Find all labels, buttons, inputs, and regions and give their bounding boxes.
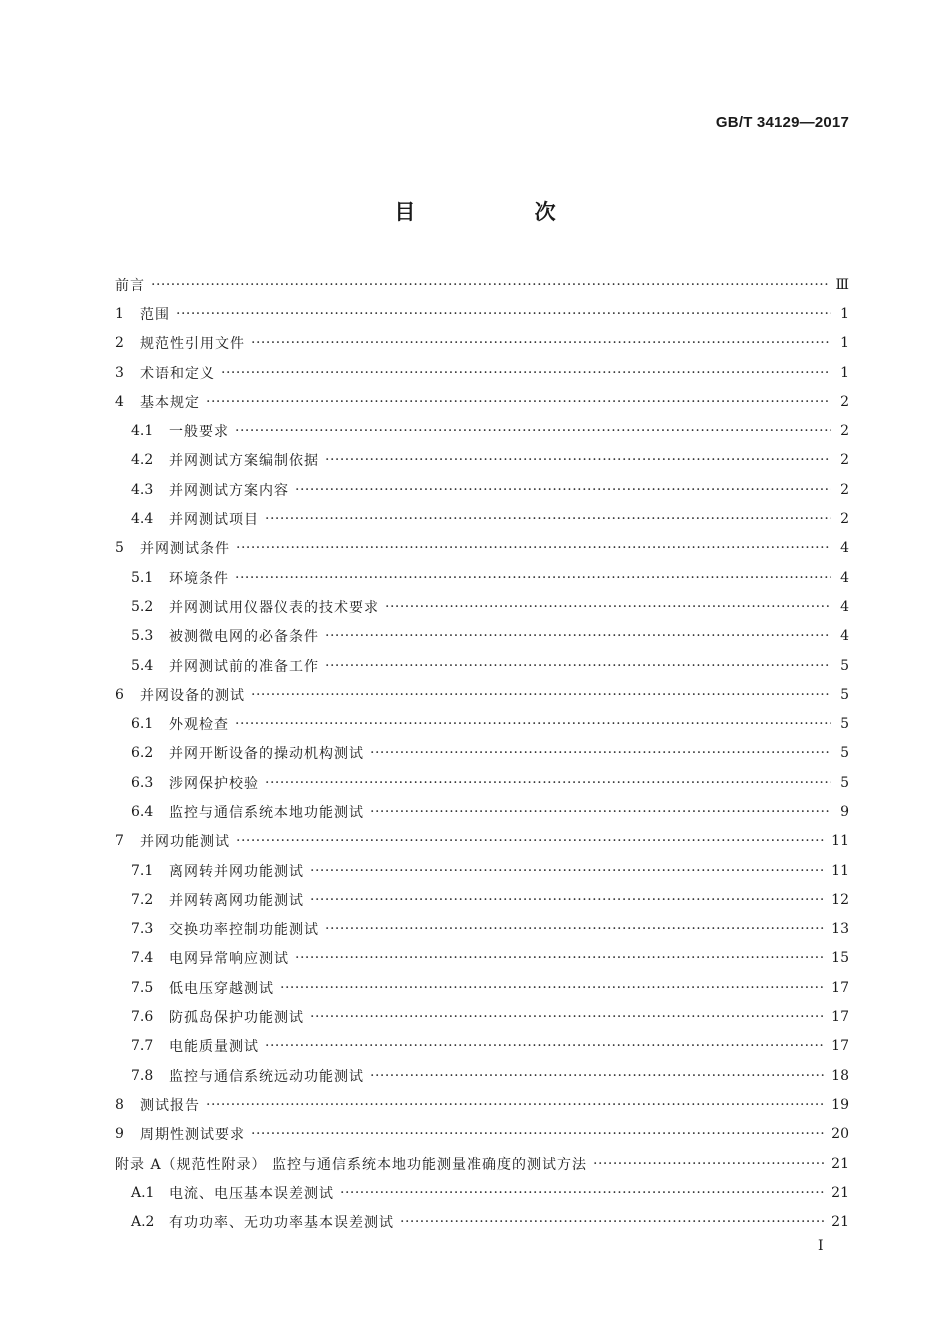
toc-entry-label: 规范性引用文件	[140, 336, 245, 353]
page-folio: I	[818, 1238, 824, 1254]
toc-entry-number: 2	[115, 335, 124, 352]
toc-entry-page: 1	[840, 364, 849, 381]
toc-entry-page: 11	[831, 833, 849, 850]
toc-entry-number: 6.4	[131, 803, 154, 820]
toc-entry-page: 1	[840, 335, 849, 352]
toc-entry-label: 环境条件	[169, 570, 229, 587]
toc-entry[interactable]	[115, 446, 849, 475]
toc-entry[interactable]	[115, 299, 849, 328]
toc-entry-number: 7.4	[131, 950, 154, 967]
toc-entry[interactable]	[115, 915, 849, 944]
toc-leader-dots	[370, 745, 831, 761]
toc-entry-label: 前言	[115, 277, 145, 294]
toc-entry[interactable]	[115, 709, 849, 738]
toc-entry-page: 17	[831, 979, 849, 996]
toc-entry-page: 15	[831, 950, 849, 967]
toc-leader-dots	[325, 452, 831, 468]
toc-entry-label: 交换功率控制功能测试	[169, 922, 319, 939]
toc-entry-page: 4	[840, 628, 849, 645]
toc-entry-number: 9	[115, 1126, 124, 1143]
toc-leader-dots	[370, 1068, 825, 1084]
toc-entry-number: 5.1	[131, 569, 154, 586]
toc-entry[interactable]	[115, 944, 849, 973]
toc-entry-label: 并网测试条件	[140, 541, 230, 558]
toc-entry-number: 5.4	[131, 657, 154, 674]
toc-entry-number: 4.2	[131, 452, 154, 469]
toc-entry[interactable]	[115, 1208, 849, 1237]
toc-entry-label: 并网测试用仪器仪表的技术要求	[169, 599, 379, 616]
toc-leader-dots	[251, 1126, 825, 1142]
toc-entry-label: 防孤岛保护功能测试	[169, 1010, 304, 1027]
toc-entry-number: 5.2	[131, 598, 154, 615]
toc-entry-page: 21	[831, 1155, 849, 1172]
toc-entry-label: 范围	[140, 306, 170, 323]
toc-entry-page: 17	[831, 1009, 849, 1026]
toc-entry-label: 被测微电网的必备条件	[169, 629, 319, 646]
toc-entry-page: 2	[840, 452, 849, 469]
toc-leader-dots	[325, 628, 831, 644]
toc-entry[interactable]	[115, 797, 849, 826]
table-of-contents	[115, 270, 849, 1237]
toc-entry-number: 4.3	[131, 481, 154, 498]
toc-leader-dots	[400, 1214, 825, 1230]
toc-entry[interactable]	[115, 475, 849, 504]
toc-entry-number: A.1	[131, 1184, 155, 1201]
toc-entry-label: 一般要求	[169, 424, 229, 441]
toc-entry[interactable]	[115, 534, 849, 563]
toc-entry[interactable]	[115, 1178, 849, 1207]
toc-leader-dots	[251, 687, 831, 703]
toc-entry-label: 测试报告	[140, 1097, 200, 1114]
toc-entry-number: A.2	[131, 1214, 155, 1231]
toc-entry-label: 并网测试前的准备工作	[169, 658, 319, 675]
toc-entry-page: 1	[840, 305, 849, 322]
toc-leader-dots	[221, 365, 831, 381]
toc-leader-dots	[265, 775, 831, 791]
toc-leader-dots	[325, 658, 831, 674]
toc-leader-dots	[151, 277, 829, 293]
toc-entry-number: 6	[115, 686, 124, 703]
toc-entry-page: 4	[840, 569, 849, 586]
toc-leader-dots	[280, 980, 825, 996]
toc-entry-number: 1	[115, 305, 124, 322]
standard-code: GB/T 34129—2017	[715, 114, 849, 131]
toc-entry-page: 5	[840, 657, 849, 674]
toc-entry-page: 19	[831, 1096, 849, 1113]
toc-leader-dots	[295, 482, 831, 498]
toc-leader-dots	[265, 511, 831, 527]
toc-entry-label: 并网设备的测试	[140, 687, 245, 704]
toc-entry[interactable]	[115, 680, 849, 709]
toc-entry-page: 5	[840, 716, 849, 733]
toc-entry-number: 7.3	[131, 921, 154, 938]
toc-entry-label: 并网测试方案内容	[169, 482, 289, 499]
toc-entry-page: 2	[840, 481, 849, 498]
toc-entry-page: 20	[831, 1126, 849, 1143]
toc-entry-number: 4.1	[131, 423, 154, 440]
toc-leader-dots	[236, 540, 831, 556]
toc-entry-label: 并网测试项目	[169, 512, 259, 529]
toc-entry-page: 2	[840, 393, 849, 410]
toc-entry-number: 7.7	[131, 1038, 154, 1055]
toc-entry-number: 6.2	[131, 745, 154, 762]
toc-entry[interactable]	[115, 827, 849, 856]
toc-entry[interactable]	[115, 885, 849, 914]
toc-entry-page: 17	[831, 1038, 849, 1055]
toc-leader-dots	[206, 1097, 825, 1113]
toc-entry-number: 8	[115, 1096, 124, 1113]
toc-leader-dots	[251, 335, 831, 351]
toc-leader-dots	[235, 570, 831, 586]
toc-entry[interactable]	[115, 387, 849, 416]
toc-entry-label: 并网转离网功能测试	[169, 892, 304, 909]
toc-entry[interactable]	[115, 1149, 849, 1178]
toc-leader-dots	[310, 1009, 825, 1025]
toc-entry-label: 电流、电压基本误差测试	[169, 1185, 334, 1202]
toc-entry-label: 并网功能测试	[140, 834, 230, 851]
toc-entry-number: 7	[115, 833, 124, 850]
toc-entry-label: 术语和定义	[140, 365, 215, 382]
toc-entry-number: 4.4	[131, 511, 154, 528]
toc-entry-label: 电网异常响应测试	[169, 951, 289, 968]
toc-leader-dots	[370, 804, 831, 820]
toc-entry-number: 6.1	[131, 716, 154, 733]
toc-leader-dots	[310, 863, 825, 879]
toc-entry[interactable]	[115, 1120, 849, 1149]
toc-leader-dots	[265, 1038, 825, 1054]
toc-entry-number: 7.5	[131, 979, 154, 996]
toc-leader-dots	[235, 716, 831, 732]
toc-entry[interactable]	[115, 768, 849, 797]
toc-entry-page: 2	[840, 423, 849, 440]
toc-entry-page: 5	[840, 774, 849, 791]
toc-leader-dots	[310, 892, 825, 908]
toc-leader-dots	[236, 833, 825, 849]
toc-entry-number: 3	[115, 364, 124, 381]
toc-entry-label: 监控与通信系统本地功能测试	[169, 804, 364, 821]
toc-entry-number: 7.8	[131, 1067, 154, 1084]
toc-entry-page: 5	[840, 686, 849, 703]
toc-entry[interactable]	[115, 592, 849, 621]
toc-leader-dots	[206, 394, 831, 410]
toc-entry[interactable]	[115, 1061, 849, 1090]
toc-entry[interactable]	[115, 270, 849, 299]
toc-entry[interactable]	[115, 563, 849, 592]
toc-entry[interactable]	[115, 739, 849, 768]
toc-entry-label: 涉网保护校验	[169, 775, 259, 792]
toc-entry-number: 5	[115, 540, 124, 557]
toc-entry-label: 外观检查	[169, 717, 229, 734]
toc-entry-page: 2	[840, 511, 849, 528]
toc-entry-label: 附录 A（规范性附录） 监控与通信系统本地功能测量准确度的测试方法	[115, 1156, 588, 1173]
toc-leader-dots	[295, 950, 825, 966]
toc-entry-page: 4	[840, 540, 849, 557]
toc-entry-page: 9	[840, 803, 849, 820]
toc-entry-label: 电能质量测试	[169, 1039, 259, 1056]
toc-entry[interactable]	[115, 504, 849, 533]
toc-entry-page: 4	[840, 598, 849, 615]
toc-entry-page: Ⅲ	[835, 276, 849, 293]
toc-entry[interactable]	[115, 1002, 849, 1031]
toc-entry-page: 11	[831, 862, 849, 879]
toc-entry-number: 5.3	[131, 628, 154, 645]
toc-entry-page: 5	[840, 745, 849, 762]
toc-entry-label: 基本规定	[140, 394, 200, 411]
toc-entry-number: 6.3	[131, 774, 154, 791]
toc-leader-dots	[325, 921, 825, 937]
toc-entry[interactable]	[115, 1032, 849, 1061]
page-title: 目 次	[394, 200, 612, 224]
toc-entry-label: 周期性测试要求	[140, 1127, 245, 1144]
toc-entry-label: 并网测试方案编制依据	[169, 453, 319, 470]
toc-leader-dots	[340, 1185, 825, 1201]
toc-leader-dots	[385, 599, 831, 615]
toc-entry-page: 21	[831, 1184, 849, 1201]
toc-entry[interactable]	[115, 416, 849, 445]
toc-entry-label: 离网转并网功能测试	[169, 863, 304, 880]
toc-leader-dots	[176, 306, 831, 322]
toc-entry[interactable]	[115, 622, 849, 651]
toc-entry[interactable]	[115, 973, 849, 1002]
toc-leader-dots	[593, 1156, 825, 1172]
toc-entry[interactable]	[115, 358, 849, 387]
toc-entry-number: 7.1	[131, 862, 154, 879]
toc-leader-dots	[235, 423, 831, 439]
toc-entry-page: 21	[831, 1214, 849, 1231]
toc-entry-label: 有功功率、无功功率基本误差测试	[169, 1215, 394, 1232]
toc-entry-page: 13	[831, 921, 849, 938]
toc-entry-label: 监控与通信系统远动功能测试	[169, 1068, 364, 1085]
toc-entry[interactable]	[115, 1090, 849, 1119]
toc-entry-page: 12	[831, 891, 849, 908]
toc-entry[interactable]	[115, 651, 849, 680]
toc-entry[interactable]	[115, 856, 849, 885]
toc-entry-label: 并网开断设备的操动机构测试	[169, 746, 364, 763]
toc-entry-page: 18	[831, 1067, 849, 1084]
toc-entry-number: 7.2	[131, 891, 154, 908]
toc-entry[interactable]	[115, 329, 849, 358]
toc-entry-number: 7.6	[131, 1009, 154, 1026]
toc-entry-number: 4	[115, 393, 124, 410]
toc-entry-label: 低电压穿越测试	[169, 980, 274, 997]
